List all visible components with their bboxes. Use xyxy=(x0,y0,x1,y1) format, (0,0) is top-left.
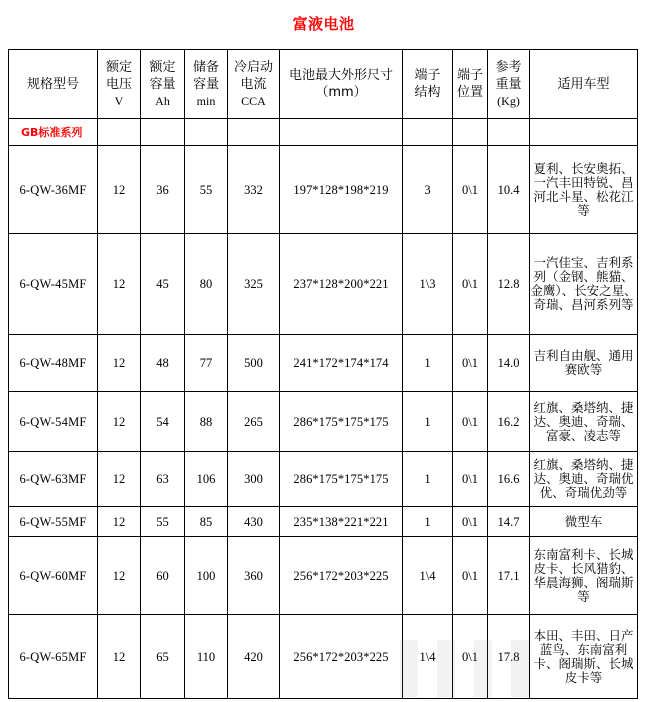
spec-table-container xyxy=(8,49,637,699)
column-header xyxy=(98,50,141,119)
column-header-unit: Ah xyxy=(155,93,170,108)
cell-capacity: 65 xyxy=(141,615,185,699)
cell-terminal-position: 0\1 xyxy=(453,537,488,615)
cell-voltage: 12 xyxy=(98,335,141,392)
cell-capacity: 54 xyxy=(141,392,185,452)
cell-terminal-structure: 1 xyxy=(403,335,453,392)
cell-weight: 16.2 xyxy=(488,392,530,452)
cell-model: 6-QW-63MF xyxy=(9,452,98,507)
column-header xyxy=(185,50,228,119)
cell-voltage: 12 xyxy=(98,615,141,699)
cell-dimensions: 256*172*203*225 xyxy=(280,537,403,615)
table-row xyxy=(9,335,638,392)
section-empty-cell xyxy=(280,119,403,146)
column-header-unit: min xyxy=(196,93,216,108)
cell-cca: 265 xyxy=(228,392,280,452)
column-header-line1: 储备 xyxy=(192,59,219,75)
cell-voltage: 12 xyxy=(98,507,141,537)
column-header-line1: 额定 xyxy=(149,59,176,75)
column-header-line1: 适用车型 xyxy=(557,76,610,92)
cell-cca: 420 xyxy=(228,615,280,699)
page-title: 富液电池 xyxy=(292,15,355,33)
cell-terminal-position: 0\1 xyxy=(453,507,488,537)
column-header-unit: (Kg) xyxy=(497,93,520,108)
column-header-line2: （mm） xyxy=(315,85,367,100)
column-header xyxy=(453,50,488,119)
cell-terminal-structure: 1\4 xyxy=(403,615,453,699)
cell-vehicles: 东南富利卡、长城皮卡、长风猎豹、华晨海狮、阁瑞斯等 xyxy=(530,537,638,615)
cell-model: 6-QW-36MF xyxy=(9,146,98,234)
cell-cca: 332 xyxy=(228,146,280,234)
cell-voltage: 12 xyxy=(98,452,141,507)
column-header-line2: 电流 xyxy=(240,76,267,92)
cell-model: 6-QW-54MF xyxy=(9,392,98,452)
cell-vehicles: 本田、丰田、日产蓝鸟、东南富利卡、阁瑞斯、长城皮卡等 xyxy=(530,615,638,699)
cell-cca: 430 xyxy=(228,507,280,537)
table-row xyxy=(9,615,638,699)
table-row xyxy=(9,146,638,234)
column-header-line1: 参考 xyxy=(495,59,522,75)
column-header-line2: 重量 xyxy=(495,76,522,92)
cell-weight: 12.8 xyxy=(488,234,530,335)
column-header-line2: 结构 xyxy=(414,85,441,100)
cell-capacity: 45 xyxy=(141,234,185,335)
cell-terminal-position: 0\1 xyxy=(453,146,488,234)
column-header-line1: 端子 xyxy=(456,68,483,83)
column-header xyxy=(530,50,638,119)
table-row xyxy=(9,507,638,537)
cell-reserve-capacity: 77 xyxy=(185,335,228,392)
column-header-line1: 规格型号 xyxy=(26,76,79,92)
cell-dimensions: 235*138*221*221 xyxy=(280,507,403,537)
section-empty-cell xyxy=(98,119,141,146)
table-row xyxy=(9,234,638,335)
section-empty-cell xyxy=(453,119,488,146)
battery-spec-table xyxy=(8,49,638,699)
cell-voltage: 12 xyxy=(98,392,141,452)
cell-terminal-position: 0\1 xyxy=(453,234,488,335)
cell-dimensions: 286*175*175*175 xyxy=(280,392,403,452)
cell-weight: 16.6 xyxy=(488,452,530,507)
section-row xyxy=(9,119,638,146)
cell-voltage: 12 xyxy=(98,537,141,615)
cell-vehicles: 一汽佳宝、吉利系列（金钢、熊猫、金鹰）、长安之星、奇瑞、昌河系列等 xyxy=(530,234,638,335)
cell-model: 6-QW-65MF xyxy=(9,615,98,699)
cell-cca: 325 xyxy=(228,234,280,335)
section-empty-cell xyxy=(185,119,228,146)
table-row xyxy=(9,537,638,615)
column-header-line1: 电池最大外形尺寸 xyxy=(288,68,393,83)
column-header-unit: V xyxy=(114,93,124,108)
section-empty-cell xyxy=(228,119,280,146)
cell-dimensions: 256*172*203*225 xyxy=(280,615,403,699)
cell-reserve-capacity: 100 xyxy=(185,537,228,615)
cell-terminal-structure: 1 xyxy=(403,452,453,507)
cell-dimensions: 286*175*175*175 xyxy=(280,452,403,507)
cell-capacity: 55 xyxy=(141,507,185,537)
cell-model: 6-QW-60MF xyxy=(9,537,98,615)
cell-reserve-capacity: 88 xyxy=(185,392,228,452)
table-row xyxy=(9,392,638,452)
cell-model: 6-QW-48MF xyxy=(9,335,98,392)
cell-reserve-capacity: 110 xyxy=(185,615,228,699)
cell-reserve-capacity: 85 xyxy=(185,507,228,537)
cell-capacity: 63 xyxy=(141,452,185,507)
cell-cca: 500 xyxy=(228,335,280,392)
cell-dimensions: 241*172*174*174 xyxy=(280,335,403,392)
cell-terminal-structure: 1 xyxy=(403,392,453,452)
cell-capacity: 36 xyxy=(141,146,185,234)
cell-weight: 14.7 xyxy=(488,507,530,537)
cell-vehicles: 吉利自由舰、通用赛欧等 xyxy=(530,335,638,392)
column-header-line1: 额定 xyxy=(105,59,132,75)
cell-cca: 360 xyxy=(228,537,280,615)
column-header-unit: CCA xyxy=(241,93,266,108)
column-header xyxy=(280,50,403,119)
cell-voltage: 12 xyxy=(98,234,141,335)
cell-vehicles: 夏利、长安奥拓、一汽丰田特锐、昌河北斗星、松花江等 xyxy=(530,146,638,234)
cell-capacity: 48 xyxy=(141,335,185,392)
cell-voltage: 12 xyxy=(98,146,141,234)
column-header-line2: 电压 xyxy=(105,76,132,92)
column-header xyxy=(228,50,280,119)
cell-terminal-position: 0\1 xyxy=(453,335,488,392)
cell-reserve-capacity: 80 xyxy=(185,234,228,335)
column-header-line2: 容量 xyxy=(149,76,176,92)
cell-cca: 300 xyxy=(228,452,280,507)
column-header-line2: 容量 xyxy=(192,76,219,92)
column-header xyxy=(9,50,98,119)
column-header xyxy=(488,50,530,119)
cell-weight: 17.8 xyxy=(488,615,530,699)
cell-terminal-position: 0\1 xyxy=(453,392,488,452)
cell-reserve-capacity: 106 xyxy=(185,452,228,507)
cell-vehicles: 红旗、桑塔纳、捷达、奥迪、奇瑞、富豪、凌志等 xyxy=(530,392,638,452)
cell-vehicles: 微型车 xyxy=(530,507,638,537)
section-empty-cell xyxy=(488,119,530,146)
cell-model: 6-QW-45MF xyxy=(9,234,98,335)
cell-dimensions: 237*128*200*221 xyxy=(280,234,403,335)
section-empty-cell xyxy=(141,119,185,146)
table-header-row xyxy=(9,50,638,119)
cell-capacity: 60 xyxy=(141,537,185,615)
section-empty-cell xyxy=(530,119,638,146)
table-row xyxy=(9,452,638,507)
section-empty-cell xyxy=(403,119,453,146)
cell-model: 6-QW-55MF xyxy=(9,507,98,537)
cell-terminal-position: 0\1 xyxy=(453,452,488,507)
column-header-line2: 位置 xyxy=(456,85,483,100)
section-label: GB标准系列 xyxy=(21,126,83,139)
cell-terminal-position: 0\1 xyxy=(453,615,488,699)
cell-terminal-structure: 1 xyxy=(403,507,453,537)
cell-vehicles: 红旗、桑塔纳、捷达、奥迪、奇瑞优优、奇瑞优劲等 xyxy=(530,452,638,507)
cell-terminal-structure: 1\4 xyxy=(403,537,453,615)
cell-terminal-structure: 3 xyxy=(403,146,453,234)
cell-dimensions: 197*128*198*219 xyxy=(280,146,403,234)
column-header xyxy=(403,50,453,119)
column-header-line1: 冷启动 xyxy=(233,59,273,75)
column-header xyxy=(141,50,185,119)
cell-weight: 17.1 xyxy=(488,537,530,615)
cell-reserve-capacity: 55 xyxy=(185,146,228,234)
cell-weight: 10.4 xyxy=(488,146,530,234)
column-header-line1: 端子 xyxy=(414,68,441,83)
cell-terminal-structure: 1\3 xyxy=(403,234,453,335)
cell-weight: 14.0 xyxy=(488,335,530,392)
section-label-cell xyxy=(9,119,98,146)
